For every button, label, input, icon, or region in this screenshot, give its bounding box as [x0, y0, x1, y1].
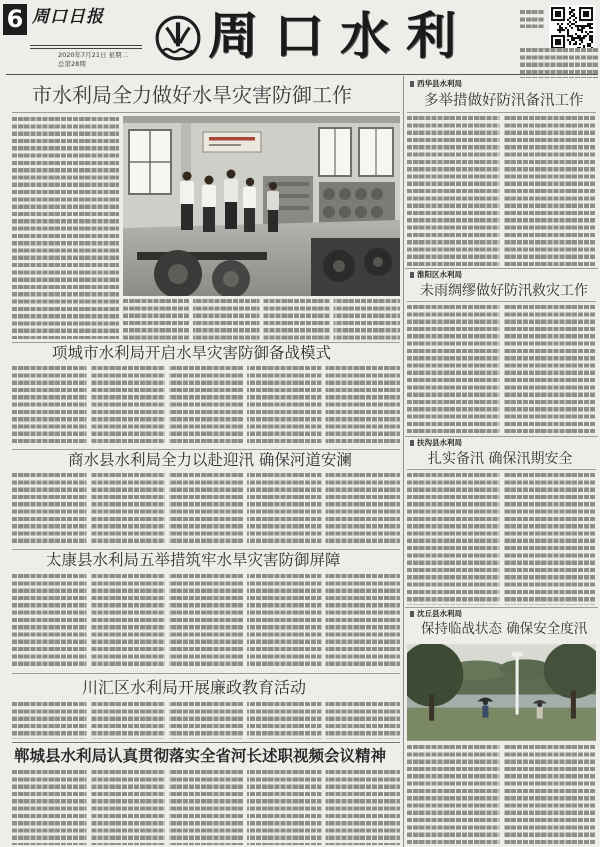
masthead-bottom-rule — [6, 74, 598, 75]
shenqiu-section-label — [410, 610, 462, 618]
chuanhui-article-headline: 川汇区水利局开展廉政教育活动 — [82, 678, 307, 697]
xiangcheng-article-headline: 项城市水利局开启水旱灾害防御备战模式 — [52, 344, 332, 362]
article-divider — [12, 449, 400, 450]
fugou-section-label — [410, 439, 462, 447]
taikang-article-headline: 太康县水利局五举措筑牢水旱灾害防御屏障 — [46, 551, 341, 569]
chuanhui-article-body — [12, 702, 400, 739]
article-divider — [12, 742, 400, 743]
headline-rule — [407, 301, 596, 302]
shangshui-article-body — [12, 473, 400, 546]
label-marker — [410, 81, 414, 87]
article-divider — [12, 342, 400, 343]
label-marker — [410, 272, 414, 278]
label-marker — [410, 440, 414, 446]
xihua-section-label — [410, 80, 462, 88]
masthead-divider — [30, 45, 142, 49]
label-marker — [410, 611, 414, 617]
water-conservancy-emblem-icon — [154, 14, 202, 62]
fugou-article-headline: 扎实备汛 确保汛期安全 — [428, 451, 573, 467]
section-title: 周口水利 — [208, 7, 472, 65]
xiangcheng-article-body — [12, 366, 400, 446]
issue-date: 2020年7月21日 星期二 — [58, 51, 129, 59]
xihua-article-body — [407, 116, 596, 266]
huaiyang-section-label — [410, 271, 462, 279]
newspaper-name: 周口日报 — [32, 7, 104, 27]
xihua-article-headline: 多举措做好防汛备汛工作 — [424, 93, 584, 109]
shangshui-article-headline: 商水县水利局全力以赴迎汛 确保河道安澜 — [68, 451, 352, 469]
fugou-article-body — [407, 473, 596, 605]
qr-caption — [520, 10, 544, 28]
column-divider — [403, 76, 404, 847]
shenqiu-article-body — [407, 745, 596, 845]
article-divider — [12, 673, 400, 674]
article-divider — [12, 549, 400, 550]
qr-code — [549, 5, 595, 51]
page-number: 6 — [3, 4, 27, 35]
riverside-patrol-photo — [407, 644, 596, 741]
main-article-body — [12, 117, 119, 339]
taikang-article-body — [12, 574, 400, 669]
article-divider — [405, 436, 598, 437]
main-article-headline: 市水利局全力做好水旱灾害防御工作 — [32, 83, 352, 107]
xihua-label-text: 西华县水利局 — [417, 79, 462, 88]
shenqiu-article-headline: 保持临战状态 确保安全度汛 — [421, 621, 588, 637]
headline-rule — [407, 469, 596, 470]
main-article-body-continued — [123, 299, 400, 340]
flood-supplies-warehouse-photo — [123, 116, 400, 296]
headline-rule — [12, 112, 400, 113]
huaiyang-label-text: 淮阳区水利局 — [417, 270, 462, 279]
dancheng-article-body — [12, 770, 400, 845]
article-divider — [405, 607, 598, 608]
article-divider — [405, 268, 598, 269]
dancheng-article-headline: 郸城县水利局认真贯彻落实全省河长述职视频会议精神 — [14, 746, 387, 765]
issue-number: 总第28期 — [58, 60, 86, 68]
fugou-label-text: 扶沟县水利局 — [417, 438, 462, 447]
headline-rule — [407, 112, 596, 113]
shenqiu-label-text: 沈丘县水利局 — [417, 609, 462, 618]
huaiyang-article-body — [407, 305, 596, 433]
huaiyang-article-headline: 未雨绸缪做好防汛救灾工作 — [420, 283, 588, 299]
